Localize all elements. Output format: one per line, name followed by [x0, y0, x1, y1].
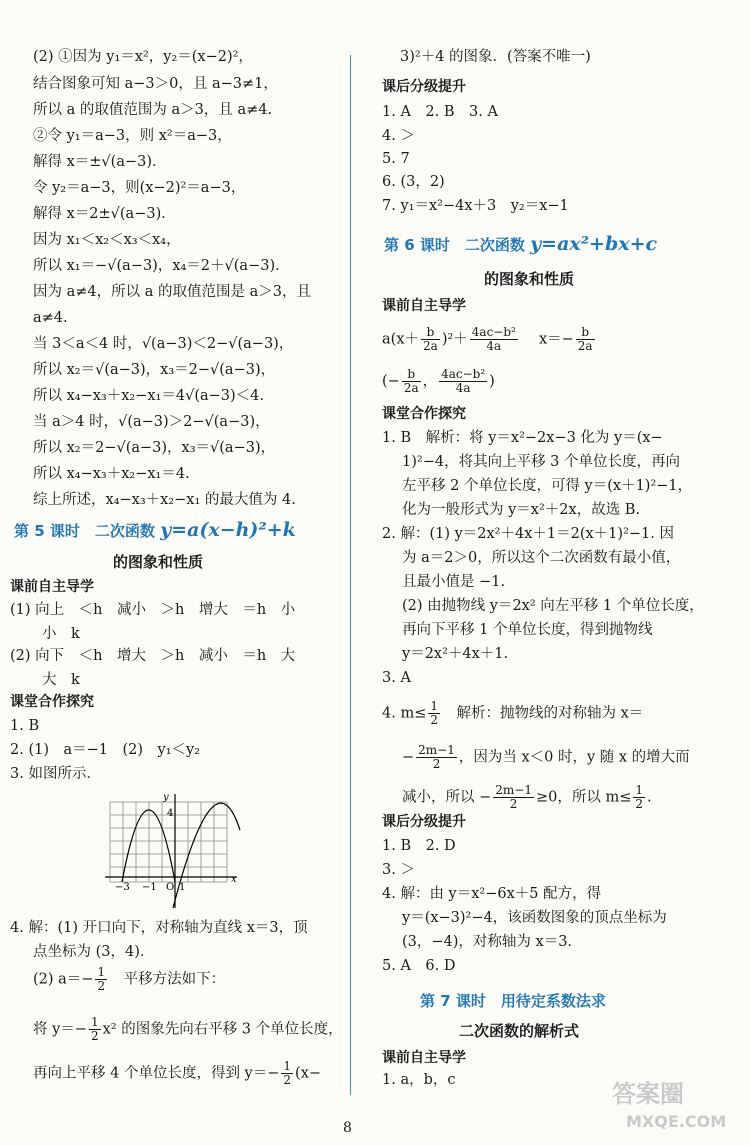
text-line: 1. B [10, 718, 40, 734]
text-line: 解得 x＝2±√(a−3)． [33, 206, 176, 222]
text-line: 4. 解：(1) 开口向下，对称轴为直线 x＝3，顶 [10, 920, 308, 936]
text-line: 大 k [42, 672, 80, 688]
text-line: 2. (1) a＝−1 (2) y₁＜y₂ [10, 742, 201, 758]
text-line: 4. 解：由 y＝x²−6x＋5 配方，得 [382, 886, 602, 902]
text-line: 所以 x₄−x₃＋x₂−x₁＝4. [33, 466, 190, 482]
text-line: 3. 如图所示． [10, 766, 101, 782]
text-line: 3. A [382, 670, 411, 686]
fraction: $\frac{1}{2}$ [430, 699, 438, 727]
text-line: 当 3＜a＜4 时，√(a−3)＜2−√(a−3)， [33, 336, 294, 352]
text-line: 4. m≤ $\frac{1}{2}$ 解析：抛物线的对称轴为 x＝ [382, 699, 644, 727]
text-line: 所以 x₂＝√(a−3)，x₃＝2−√(a−3)， [33, 362, 276, 378]
text-line: 点坐标为 (3，4)． [33, 944, 155, 960]
tick-label: O [166, 882, 175, 893]
text-line: 所以 a 的取值范围为 a＞3，且 a≠4. [33, 102, 273, 118]
text-line: 1)²−4，将其向上平移 3 个单位长度，再向 [402, 454, 681, 470]
fraction: $\frac{2m-1}{2}$ [418, 743, 455, 771]
section-heading: 课前自主导学 [10, 579, 94, 595]
text-line: 1. B 解析：将 y＝x²−2x−3 化为 y＝(x− [382, 430, 663, 446]
text-line: 令 y₂＝a−3，则(x−2)²＝a−3， [33, 180, 246, 196]
fraction: $\frac{1}{2}$ [283, 1059, 292, 1087]
text-line: (2) 向下 ＜h 增大 ＞h 减小 ＝h 大 [10, 648, 296, 664]
text-line: 3)²＋4 的图象．(答案不唯一) [400, 49, 591, 65]
text-line: 3. ＞ [382, 862, 415, 878]
fraction: $\frac{1}{2}$ [635, 783, 643, 811]
text-line: 左平移 2 个单位长度，可得 y＝(x＋1)²−1， [402, 478, 693, 494]
text-line: 因为 x₁＜x₂＜x₃＜x₄， [33, 232, 181, 248]
text-line: y＝(x−3)²−4，该函数图象的顶点坐标为 [402, 910, 667, 926]
parabola-graph [100, 790, 260, 910]
section-heading: 课堂合作探究 [382, 406, 466, 422]
text-line: 6. (3，2) [382, 174, 445, 190]
lesson-6-subtitle: 的图象和性质 [484, 270, 575, 288]
text-line: 减小，所以 − $\frac{2m-1}{2}$ ≥0，所以 m≤ $\frac{1}{2}$ . [402, 783, 652, 811]
text-line: 为 a＝2＞0，所以这个二次函数有最小值， [402, 550, 681, 566]
text-line: (2) 由抛物线 y＝2x² 向左平移 1 个单位长度， [402, 598, 704, 614]
watermark-url: MXQE.COM [626, 1112, 727, 1131]
text-line: 5. 7 [382, 151, 410, 167]
text-line: 所以 x₂＝2−√(a−3)，x₃＝√(a−3)， [33, 440, 276, 456]
fraction: $\frac{b}{2a}$ [423, 325, 438, 353]
text-line: 因为 a≠4，所以 a 的取值范围是 a＞3，且 [33, 284, 311, 300]
fraction: $\frac{1}{2}$ [97, 965, 106, 993]
text-line: 综上所述，x₄−x₃＋x₂−x₁ 的最大值为 4. [33, 492, 296, 508]
lesson-5-subtitle: 的图象和性质 [113, 553, 204, 571]
text-line: 2. 解：(1) y＝2x²＋4x＋1＝2(x＋1)²−1. 因 [382, 526, 674, 542]
text-line: 解得 x＝±√(a−3)． [33, 154, 167, 170]
text-line: 5. A 6. D [382, 958, 456, 974]
fraction: $\frac{\text{4ac−b²}}{4a}$ [441, 367, 486, 395]
formula-line: a(x＋ $\frac{b}{2a}$ )²＋ $\frac{\text{4ac−b²}}{4a}$ x＝− $\frac{b}{2a}$ [382, 325, 593, 353]
fraction: $\frac{b}{2a}$ [577, 325, 593, 353]
fraction: $\frac{1}{2}$ [90, 1015, 99, 1043]
tick-label: 4 [167, 808, 174, 819]
text-line: (2) a＝− $\frac{1}{2}$ 平移方法如下： [33, 965, 226, 993]
text-line: 当 a＞4 时，√(a−3)＞2−√(a−3)， [33, 414, 270, 430]
text-line: 结合图象可知 a−3＞0，且 a−3≠1， [33, 76, 278, 92]
lesson-6-title: 第 6 课时 二次函数 y=ax²+bx+c [384, 233, 658, 255]
parabola-left [122, 810, 175, 882]
watermark-logo: 答案圈 [612, 1080, 684, 1108]
text-line: (3，−4)，对称轴为 x＝3. [402, 934, 573, 950]
text-line: ②令 y₁＝a−3，则 x²＝a−3， [33, 128, 232, 144]
text-line: 所以 x₁＝−√(a−3)，x₄＝2＋√(a−3)． [33, 258, 290, 274]
text-line: 4. ＞ [382, 128, 415, 144]
text-line: 1. B 2. D [382, 838, 456, 854]
tick-label: −1 [142, 882, 157, 893]
section-heading: 课前自主导学 [382, 1050, 466, 1066]
section-heading: 课后分级提升 [382, 79, 466, 95]
x-axis-label: x [231, 874, 237, 885]
text-line: − $\frac{2m-1}{2}$ ，因为当 x＜0 时，y 随 x 的增大而 [402, 743, 690, 771]
y-axis-label: y [163, 792, 169, 803]
formula-line: (− $\frac{b}{2a}$ ， $\frac{\text{4ac−b²}}{4a}$ ) [382, 367, 495, 395]
text-line: (1) 向上 ＜h 减小 ＞h 增大 ＝h 小 [10, 602, 296, 618]
fraction: $\frac{\text{4ac−b²}}{4a}$ [471, 325, 516, 353]
fraction: $\frac{2m-1}{2}$ [495, 783, 532, 811]
fraction: $\frac{b}{2a}$ [403, 367, 419, 395]
text-line: (2) ①因为 y₁＝x²，y₂＝(x−2)²， [33, 49, 253, 65]
text-line: y＝2x²＋4x＋1. [402, 646, 509, 662]
lesson-7-subtitle: 二次函数的解析式 [459, 1022, 580, 1040]
column-divider [350, 55, 351, 1095]
text-line: 化为一般形式为 y＝x²＋2x，故选 B. [402, 502, 641, 518]
text-line: 且最小值是 −1. [402, 574, 506, 590]
text-line: 1. a，b，c [382, 1072, 456, 1088]
lesson-7-title: 第 7 课时 用待定系数法求 [420, 992, 606, 1010]
tick-label: 1 [179, 882, 186, 893]
tick-label: −3 [115, 882, 130, 893]
text-line: 将 y＝− $\frac{1}{2}$ x² 的图象先向右平移 3 个单位长度， [33, 1015, 343, 1043]
text-line: 再向下平移 1 个单位长度，得到抛物线 [402, 622, 653, 638]
text-line: 小 k [42, 626, 80, 642]
page-number: 8 [343, 1120, 352, 1136]
lesson-5-title: 第 5 课时 二次函数 y=a(x−h)²+k [14, 519, 296, 541]
section-heading: 课前自主导学 [382, 298, 466, 314]
section-heading: 课后分级提升 [382, 814, 466, 830]
text-line: a≠4. [33, 310, 68, 326]
section-heading: 课堂合作探究 [10, 694, 94, 710]
text-line: 1. A 2. B 3. A [382, 104, 498, 120]
text-line: 再向上平移 4 个单位长度，得到 y＝− $\frac{1}{2}$ (x− [33, 1059, 322, 1087]
text-line: 7. y₁＝x²−4x＋3 y₂＝x−1 [382, 198, 569, 214]
text-line: 所以 x₄−x₃＋x₂−x₁＝4√(a−3)＜4. [33, 388, 265, 404]
